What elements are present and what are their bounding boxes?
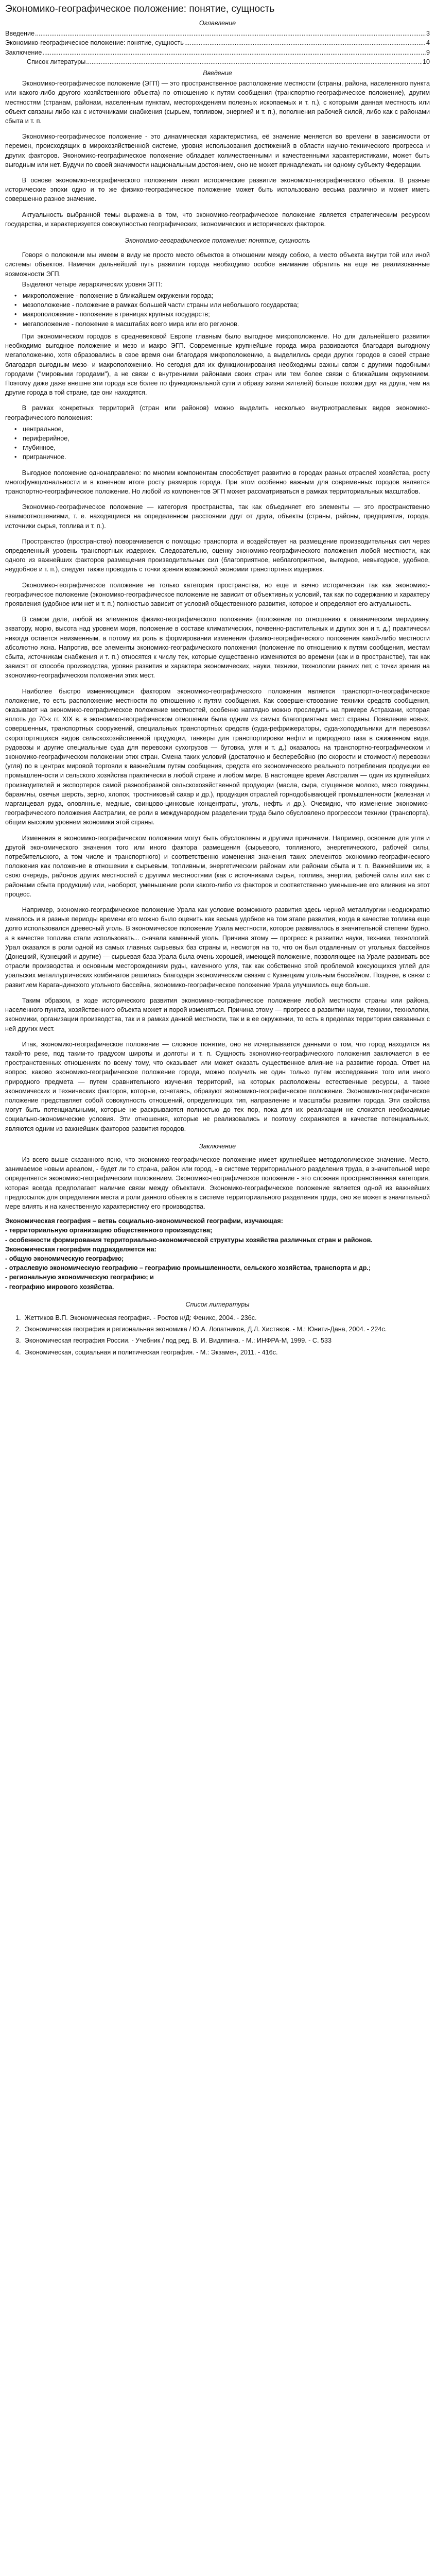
list-item: • мегаположение - положение в масштабах всего мира или его регионов. xyxy=(23,319,430,329)
list-item: • глубинное, xyxy=(23,443,430,452)
bold-line: - географию мирового хозяйства. xyxy=(5,1283,114,1291)
list-item: • микроположение - положение в ближайшем окружении города; xyxy=(23,291,430,300)
paragraph: Например, экономико-географическое положение Урала как условие возможного развития здесь черной металлургии неоднократно менялось и в разные периоды времени его можно было оценить как весьма удобное на том этапе развития, когда в качестве топлива еще долго использовался древесный уголь. В экономическое положение Урала местности, которое развивалось в значительной степени бурно, а в качестве топлива стали использовать... сначала каменный уголь. Причина этому — прогресс в развитии науки, техники, технологий. Урал оказался в роли одной из самых главных сырьевых баз страны и, несмотря на то, что он был отдаленным от угольных бассейнов (Донецкий, Кузнецкий и другие) — сырьевая база Урала была очень хорошей, имеющей положение, позволяющее на Урале развивать все отрасли производства и основным месторождениям руды, каменного угля, так как собственно этой проблемой коксующихся углей для уральских металлургических комбинатов решилась благодаря экономическим связям с Кузнецким угольным бассейном. Позднее, в связи с развитием Карагандинского угольного бассейна, экономико-географическое положение Урала улучшилось еще больше. xyxy=(5,906,430,989)
list-item: • макроположение - положение в границах крупных государств; xyxy=(23,310,430,319)
table-of-contents xyxy=(5,29,430,66)
paragraph: Из всего выше сказанного ясно, что экономико-географическое положение имеет крупнейшее методологическое значение. Место, занимаемое новым ареалом, - будет ли то страна, район или город, - в системе территориального разделения труда, в значительной мере определяется экономико-географическим положением. Экономико-географическое положение - это сложная пространственная категория, которая всегда предполагает наличие связи между объектами. Экономико-географическое положение является одной из важнейших предпосылок для определения места и роли данного объекта в системе территориального разделения труда, оно же может в значительной мере влиять и на качественную характеристику его производства. xyxy=(5,1156,430,1210)
reference-item: 2. Экономическая география и региональная экономика / Ю.А. Лопатников, Д.Л. Хистяков. - М.: Юнити-Дана, 2004. - 224с. xyxy=(23,1325,430,1334)
bold-paragraph: Экономическая география подразделяется на: xyxy=(5,1245,156,1253)
document-body xyxy=(5,19,430,1357)
levels-list xyxy=(5,291,430,329)
paragraph: Актуальность выбранной темы выражена в том, что экономико-географическое положение является стратегическим ресурсом государства, и характеризуется совокупностью географических, экономических и исторических факторов. xyxy=(5,211,430,228)
paragraph: Экономико-географическое положение (ЭГП) — это пространственное расположение местности (страны, района, населенного пункта или какого-либо другого хозяйственного объекта) по отношению к путям сообщения (транспортно-географическое положение), другим местностям (странам, районам, населенным пунктам, месторождениям полезных ископаемых и т. п.), с которыми данная местность или объект связаны либо как с источниками снабжения (сырьем, топливом, энергией и т. п.), пополнения рабочей силой, либо как с районами сбыта и т. п. xyxy=(5,80,430,125)
paragraph: В самом деле, любой из элементов физико-географического положения (положение по отношению к океаническим меридиану, экватору, морю, высота над уровнем моря, положение в составе климатических, почвенно-растительных и других зон и т. д.) практически никогда остается неизменным, а потому их роль в формировании изменения физико-географического положения какой-либо местности абсолютно ясна. Напротив, все элементы экономико-географического положения (положение по отношению к путям сообщения, местам сбыта, источникам снабжения и т. п.) относятся к числу тех, которые существенно изменяются во времени (как и в пространстве), так как зависят от способа производства, уровня развития и характера экономических, науки, техники, технологии ранних лет, с точки зрения на экономико-географическом положении этих мест. xyxy=(5,616,430,680)
intro-heading: Введение xyxy=(203,70,232,77)
paragraph: В основе экономико-географического положения лежит исторические развитие экономико-географического объекта. В разные исторические эпохи одно и то же физико-географическое положение может быть использовано весьма различно и может иметь совершенно разное значение. xyxy=(5,177,430,203)
paragraph: Говоря о положении мы имеем в виду не просто место объектов в отношении между собою, а место объекта внутри той или иной системы объектов. Намечая дальнейший путь развития города необходимо особое внимание обратить на еще не реализованные возможности ЭГП. xyxy=(5,251,430,278)
section-heading: Экономико-географическое положение: понятие, сущность xyxy=(125,237,310,245)
bold-line: - общую экономическую географию; xyxy=(5,1255,124,1262)
paragraph: Экономико-географическое положение - это динамическая характеристика, её значение меняется во времени в зависимости от перемен, происходящих в мирохозяйственной системе, уровня использования достижений в области научно-технического прогресса и других факторов. Экономико-географическое положение обладает количественными и качественными характеристиками, может быть выгодным или нет. Будучи по своей значимости национальным достоянием, оно не может принадлежать ни одному субъекту Федерации. xyxy=(5,133,430,168)
conclusion-heading: Заключение xyxy=(199,1142,236,1150)
list-item: • периферийное, xyxy=(23,434,430,443)
types-list xyxy=(5,425,430,462)
toc-heading: Оглавление xyxy=(199,20,236,27)
reference-item: 4. Экономическая, социальная и политическая география. - М.: Экзамен, 2011. - 416с. xyxy=(23,1348,430,1357)
paragraph: Пространство (пространство) поворачивается с помощью транспорта и воздействует на размещение производительных сил через определенный уровень транспортных издержек. Следовательно, оценку экономико-географического положения любой местности, как одного из важнейших факторов размещения производительных сил (благоприятное, неблагоприятное, выгодное, невыгодное, удобное, неудобное и т. п.), следует также проводить с точки зрения возможной экономии транспортных издержек. xyxy=(5,537,430,573)
bold-line: - особенности формирования территориально-экономической структуры хозяйства различных стран и районов. xyxy=(5,1236,373,1244)
bold-line: - отраслевую экономическую географию – географию промышленности, сельского хозяйства, транспорта и др.; xyxy=(5,1264,371,1272)
reference-item: 1. Жеттиков В.П. Экономическая география. - Ростов н/Д: Феникс, 2004. - 236с. xyxy=(23,1313,430,1323)
bold-line: - территориальную организацию общественного производства; xyxy=(5,1227,213,1234)
list-item: • мезоположение - положение в рамках большей части страны или небольшого государства; xyxy=(23,300,430,310)
reference-item: 3. Экономическая география России. - Учебник / под ред. В. И. Видяпина. - М.: ИНФРА-М, 1999. - С. 533 xyxy=(23,1336,430,1345)
paragraph: Наиболее быстро изменяющимся фактором экономико-географического положения является транспортно-географическое положение, то есть расположение местности по отношению к путям сообщения. Как совершенствование техники средств сообщения, оказывают на экономико-географическое положение местностей, особенно наглядно можно проследить на примере Астрахани, которая вплоть до 70-х гг. XIX в. в экономико-географическом отношении была одним из самых благоприятных мест страны. Появление новых, совершенных, транспортных сооружений, специальных транспортных средств (суда-рефрижераторы, суда-холодильники для перевозки скоропортящихся видов сельскохозяйственной продукции, танкеры для транспортировки нефти и природного газа в сжиженном виде, рудовозы и другие специальные суда для перевозки сухогрузов — бутовка, угля и т. д.) оказалось на транспортно-географическом и экономико-географическом положении этих стран. Смена таких условий (достаточно и бесперебойно (по скорости и стоимости) перевозки (угля) по в центрах мировой торговли к важнейшим путям сообщения, средств его экономического реального потребления продукции ее промышленности и сельского хозяйства практически в любой стране и любом мире. В настоящее время Австралия — один из крупнейших производителей и экспортеров самой разнообразной сельскохозяйственной продукции (масла, сыра, сгущенное молоко, мясо говядины, баранины, овечья шерсть, зерно, хлопок, тростниковый сахар и др.), продукция отраслей горнодобывающей промышленности (железная и марганцевая руда, оловянные, медные, свинцово-цинковые концентраты, уголь, нефть и др.). Очевидно, что изменение экономико-географического положения Австралии, ее роли в международном разделении труда было обусловлено прогрессом техники (транспорта), общим высоким уровнем экономики этой страны. xyxy=(5,687,430,826)
toc-item[interactable]: Заключение ..... 9 xyxy=(5,48,430,57)
toc-item[interactable]: Список литературы ..... 10 xyxy=(5,57,430,66)
bold-line: - региональную экономическую географию; и xyxy=(5,1274,154,1281)
bold-paragraph: Экономическая география – ветвь социально-экономической географии, изучающая: xyxy=(5,1217,283,1225)
references-list xyxy=(5,1313,430,1357)
toc-item[interactable]: Экономико-географическое положение: понятие, сущность ..... 4 xyxy=(5,38,430,47)
paragraph: В рамках конкретных территорий (стран или районов) можно выделить несколько внутриотраслевых видов экономико-географического положения: xyxy=(5,404,430,421)
paragraph: Таким образом, в ходе исторического развития экономико-географическое положение любой местности страны или района, населенного пункта, хозяйственного объекта может и порой изменяться. Причина этому — прогресс в развитии науки, техники, технологии, экономики, организации производства, так и в рамках данной местности, так и в ее окружении, то есть в пределах территории связанных с ней других мест. xyxy=(5,996,430,1032)
paragraph: Изменения в экономико-географическом положении могут быть обусловлены и другими причинами. Например, освоение для угля и другой экономического значения того или иного фактора размещения (сырьевого, топливного, энергетического, рабочей силы, потребительского, а том числе и транспортного) и соответственно изменения значения таких элементов экономико-географического положения как положение в отношении к сырьевым, топливным, энергетическим районам или районам сбыта и т. п. Важнейшими их, в свою очередь, районов других местностей с другими местностями (как с источниками сырья, топлива, энергии, рабочей силы или как с районами сбыта продукции) или, наоборот, уменьшение роли какого-либо из факторов и соответственно уменьшение его влияния на этот процесс. xyxy=(5,834,430,898)
paragraph: Итак, экономико-географическое положение — сложное понятие, оно не исчерпывается данными о том, что город находится на такой-то реке, под таким-то градусом широты и долготы и т. п. Сущность экономико-географического положения заключается в ее пространственных отношениях по всему тому, что оказывает или может оказать существенное влияние на развитие города. Ответ на вопрос, каково экономико-географическое положение города, можно получить не один только путем исследования того или иного природного предмета — путем сравнительного изучения территорий, на которых расположены естественные ресурсы, а также экономических и технических факторов, которые, сочетаясь, образуют экономико-географическое положение. Экономико-географическое положение представляет собой совокупность отношений, определяющих тип, направление и масштабы развития города. Эти свойства могут быть потенциальными, которые не раскрываются полностью до тех пор, пока для их реализации не сложатся необходимые социально-экономические условия. Эти отношения, которые не реализовались и поэтому сохраняются в качестве потенциальных, являются одним из важнейших факторов развития городов. xyxy=(5,1040,430,1132)
list-item: • центральное, xyxy=(23,425,430,434)
document-title: Экономико-географическое положение: понятие, сущность xyxy=(5,4,275,14)
toc-item[interactable]: Введение ..... 3 xyxy=(5,29,430,38)
references-heading: Список литературы xyxy=(185,1300,250,1308)
paragraph: Выгодное положение однонаправлено: по многим компонентам способствует развитию в городах разных отраслей хозяйства, росту многофункциональности и в конечном итоге росту размеров города. При этом особенно важным для современных городов является транспортно-географическое положение. Но любой из компонентов ЭГП может рассматриваться в рамках территориальных масштабов. xyxy=(5,469,430,495)
paragraph: Экономико-географическое положение не только категория пространства, но еще и вечно историческая так как экономико-географическое положение (экономико-географическое положение не зависит от объективных условий, так как по содержанию и характеру проявления (удобное или нет и т. п.) полностью зависит от условий общественного развития, которое и определяют его актуальность. xyxy=(5,581,430,607)
paragraph: При экономическом городов в средневековой Европе главным было выгодное микроположение. Но для дальнейшего развития необходимо выгодное положение и мезо и макро ЭГП. Современные крупнейшие города мира развиваются благодаря выгодному мегаположению, хотя образовались в свое время они благодаря микроположению, а выделились среди других городов в своей стране благодаря выгодным мезо- и макроположению. Но сегодня для их функционирования необходимы важны связи с другими подобными городами ("мировыми городами"), а не связи с внутренними районами своих стран или тем более связи с ближайшим окружением. Поэтому даже даже внешне эти города все более по функциональной сути и образу жизни жителей) больше похожи друг на друга, чем на другие города в той стране, где они находятся. xyxy=(5,332,430,397)
paragraph: Экономико-географическое положение — категория пространства, так как объединяет его элементы — это пространственно взаимоотношениями, т. е. находящиеся на определенном расстоянии друг от друга, объекты (страны, районы, предприятия, города, источники сырья, топлива и т. п.). xyxy=(5,503,430,530)
paragraph: Выделяют четыре иерархических уровня ЭГП: xyxy=(22,280,163,288)
list-item: • приграничное. xyxy=(23,452,430,462)
